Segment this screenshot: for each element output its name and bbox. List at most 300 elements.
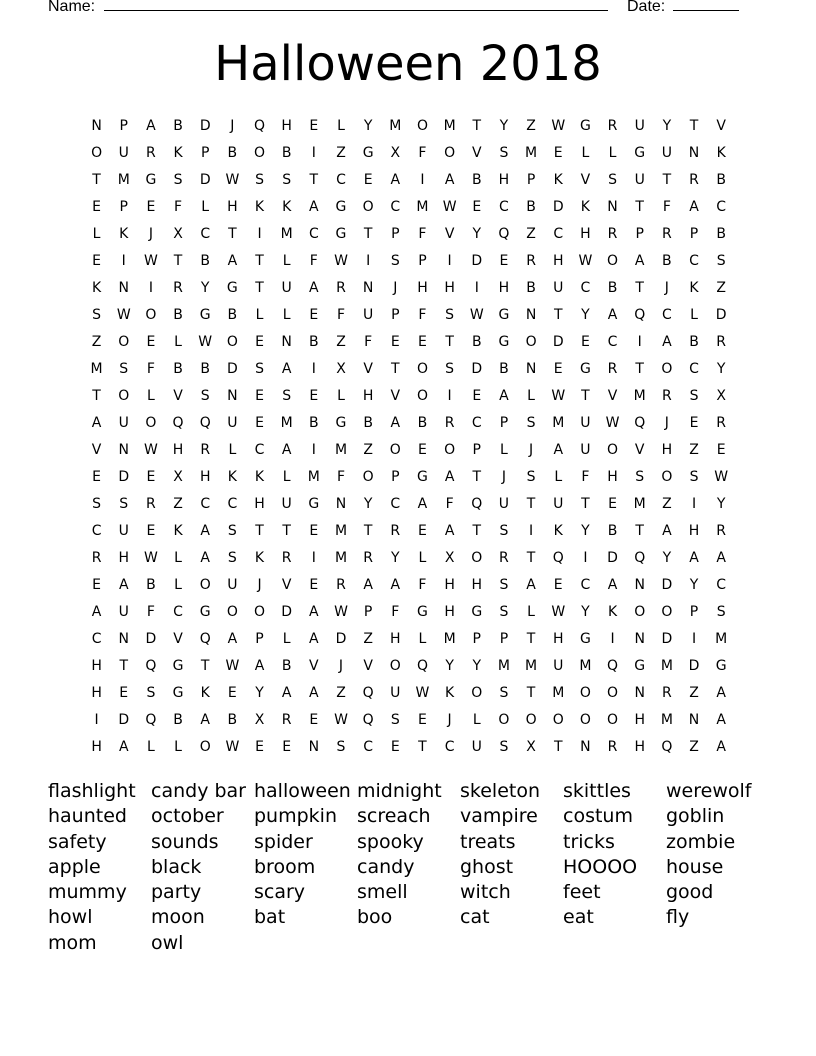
grid-letter: I: [148, 280, 153, 296]
grid-letter: G: [471, 604, 483, 620]
grid-row: [83, 194, 735, 221]
grid-letter: A: [227, 631, 238, 647]
grid-letter: U: [634, 118, 645, 134]
grid-letter: G: [199, 307, 211, 323]
word-bank-item: moon: [151, 906, 205, 929]
grid-letter: S: [255, 361, 264, 377]
grid-letter: L: [228, 442, 237, 458]
grid-letter: A: [390, 415, 401, 431]
grid-letter: N: [688, 712, 700, 728]
grid-letter: K: [254, 469, 265, 485]
grid-letter: R: [146, 145, 156, 161]
grid-letter: E: [255, 415, 264, 431]
grid-letter: Y: [363, 118, 373, 134]
grid-letter: V: [173, 631, 183, 647]
grid-letter: A: [716, 685, 726, 701]
grid-letter: T: [255, 523, 264, 539]
grid-letter: G: [498, 334, 510, 350]
grid-row: [83, 221, 735, 248]
grid-letter: H: [552, 253, 564, 269]
grid-letter: V: [580, 172, 591, 188]
grid-letter: B: [309, 334, 319, 350]
grid-row: [83, 356, 735, 383]
grid-letter: U: [363, 307, 374, 323]
grid-letter: S: [146, 685, 156, 701]
grid-letter: F: [418, 145, 427, 161]
grid-letter: M: [117, 172, 130, 188]
grid-letter: U: [118, 415, 129, 431]
grid-letter: L: [146, 388, 155, 404]
grid-letter: Z: [363, 442, 373, 458]
word-bank-item: broom: [254, 855, 316, 878]
grid-letter: A: [689, 199, 699, 215]
grid-letter: A: [444, 172, 455, 188]
grid-letter: O: [91, 145, 103, 161]
grid-letter: K: [200, 685, 210, 701]
word-bank-item: eat: [563, 906, 594, 929]
grid-letter: S: [282, 172, 292, 188]
grid-letter: M: [660, 712, 673, 728]
grid-letter: Q: [145, 712, 157, 728]
grid-letter: C: [227, 496, 238, 512]
grid-letter: G: [362, 145, 374, 161]
grid-letter: E: [553, 361, 563, 377]
grid-letter: F: [336, 469, 346, 485]
grid-letter: D: [688, 658, 700, 674]
grid-letter: W: [225, 172, 240, 188]
grid-letter: F: [445, 496, 454, 512]
grid-letter: T: [309, 172, 319, 188]
grid-letter: G: [579, 361, 591, 377]
grid-letter: E: [255, 334, 264, 350]
grid-letter: Z: [526, 118, 536, 134]
grid-letter: O: [145, 307, 157, 323]
grid-letter: P: [418, 253, 427, 269]
word-bank-item: smell: [357, 881, 408, 904]
grid-letter: O: [661, 361, 673, 377]
grid-letter: H: [498, 280, 510, 296]
grid-letter: B: [417, 415, 428, 431]
grid-letter: H: [498, 172, 510, 188]
grid-letter: N: [308, 739, 320, 755]
grid-letter: O: [416, 388, 428, 404]
grid-letter: E: [146, 523, 156, 539]
grid-letter: O: [579, 712, 591, 728]
grid-letter: C: [200, 226, 211, 242]
grid-letter: A: [281, 361, 292, 377]
grid-letter: A: [309, 199, 319, 215]
grid-letter: A: [309, 631, 319, 647]
grid-letter: O: [416, 361, 428, 377]
grid-letter: S: [92, 307, 102, 323]
grid-letter: L: [337, 388, 345, 404]
grid-letter: X: [526, 739, 536, 755]
grid-letter: H: [281, 118, 292, 134]
grid-letter: H: [118, 550, 129, 566]
grid-letter: W: [334, 604, 348, 620]
grid-letter: D: [471, 253, 483, 269]
name-blank-line[interactable]: [104, 10, 608, 11]
grid-letter: A: [227, 253, 238, 269]
grid-letter: J: [257, 577, 262, 593]
grid-letter: A: [309, 685, 319, 701]
word-bank-item: party: [151, 881, 202, 904]
grid-letter: T: [526, 550, 536, 566]
grid-letter: R: [716, 415, 727, 431]
grid-letter: J: [664, 280, 669, 296]
grid-letter: W: [198, 334, 213, 350]
grid-letter: L: [174, 550, 182, 566]
grid-letter: S: [445, 307, 455, 323]
grid-letter: A: [390, 577, 401, 593]
grid-letter: R: [607, 118, 618, 134]
grid-row: [83, 599, 735, 626]
grid-letter: D: [281, 604, 293, 620]
grid-letter: G: [145, 172, 157, 188]
grid-letter: U: [118, 145, 129, 161]
grid-letter: P: [635, 226, 644, 242]
word-bank-item: treats: [460, 830, 516, 853]
grid-letter: I: [420, 172, 425, 188]
grid-letter: Z: [363, 631, 373, 647]
grid-letter: S: [608, 172, 617, 188]
grid-letter: O: [634, 604, 646, 620]
grid-letter: G: [335, 415, 347, 431]
grid-letter: I: [474, 280, 479, 296]
grid-letter: G: [498, 307, 510, 323]
grid-letter: B: [227, 145, 238, 161]
grid-letter: L: [554, 469, 563, 485]
grid-letter: W: [415, 685, 430, 701]
grid-letter: Y: [200, 280, 210, 296]
word-bank-item: vampire: [460, 805, 538, 828]
grid-letter: G: [634, 658, 646, 674]
grid-letter: R: [661, 388, 672, 404]
grid-letter: B: [173, 361, 183, 377]
grid-letter: W: [334, 253, 348, 269]
grid-letter: N: [525, 361, 537, 377]
grid-letter: N: [634, 631, 645, 647]
grid-letter: I: [583, 550, 588, 566]
grid-letter: E: [418, 442, 427, 458]
grid-letter: H: [444, 280, 455, 296]
grid-letter: A: [281, 685, 292, 701]
grid-row: [83, 329, 735, 356]
grid-letter: O: [199, 577, 211, 593]
grid-letter: X: [173, 469, 183, 485]
grid-letter: T: [526, 496, 536, 512]
grid-letter: M: [416, 199, 429, 215]
grid-letter: P: [363, 604, 373, 620]
grid-letter: I: [637, 334, 642, 350]
grid-letter: O: [226, 334, 238, 350]
date-blank-line[interactable]: [673, 10, 739, 11]
grid-letter: U: [118, 523, 129, 539]
grid-letter: Q: [634, 307, 646, 323]
grid-letter: E: [608, 496, 617, 512]
grid-letter: E: [309, 118, 319, 134]
grid-letter: G: [172, 658, 184, 674]
grid-letter: W: [605, 415, 620, 431]
grid-letter: K: [119, 226, 129, 242]
grid-letter: T: [581, 388, 590, 404]
grid-letter: K: [607, 604, 618, 620]
grid-letter: Q: [634, 550, 646, 566]
grid-letter: J: [338, 658, 344, 674]
grid-letter: E: [472, 388, 482, 404]
grid-letter: L: [146, 739, 155, 755]
grid-letter: P: [689, 226, 699, 242]
grid-letter: W: [143, 550, 158, 566]
grid-letter: U: [281, 280, 292, 296]
grid-letter: R: [607, 739, 618, 755]
grid-letter: B: [662, 253, 672, 269]
grid-letter: I: [257, 226, 262, 242]
grid-letter: L: [174, 334, 182, 350]
grid-letter: S: [635, 469, 645, 485]
grid-letter: R: [173, 280, 183, 296]
grid-letter: Z: [526, 226, 536, 242]
grid-letter: D: [471, 361, 483, 377]
word-bank-item: mom: [48, 931, 97, 954]
grid-letter: C: [308, 226, 319, 242]
grid-letter: C: [390, 199, 401, 215]
word-bank-item: HOOOO: [563, 855, 638, 878]
grid-letter: A: [607, 307, 618, 323]
grid-letter: O: [471, 550, 483, 566]
grid-letter: S: [227, 523, 237, 539]
grid-letter: D: [661, 577, 673, 593]
word-bank-item: werewolf: [666, 780, 752, 802]
grid-letter: G: [417, 469, 428, 485]
grid-letter: H: [199, 469, 211, 485]
grid-letter: S: [390, 253, 400, 269]
grid-letter: F: [364, 334, 373, 350]
grid-letter: F: [581, 469, 590, 485]
grid-letter: E: [309, 307, 319, 323]
grid-letter: Y: [689, 577, 699, 593]
grid-letter: N: [118, 631, 129, 647]
grid-letter: K: [254, 199, 265, 215]
grid-letter: F: [391, 604, 400, 620]
grid-letter: A: [118, 739, 129, 755]
grid-letter: R: [363, 550, 373, 566]
grid-letter: E: [418, 334, 427, 350]
grid-letter: G: [335, 226, 347, 242]
grid-letter: T: [119, 658, 129, 674]
grid-letter: S: [499, 739, 509, 755]
grid-letter: M: [497, 658, 510, 674]
grid-letter: V: [363, 361, 373, 377]
grid-letter: G: [417, 604, 428, 620]
grid-letter: L: [527, 604, 535, 620]
grid-letter: Z: [716, 280, 726, 296]
grid-letter: E: [119, 685, 129, 701]
grid-letter: L: [201, 199, 210, 215]
grid-letter: L: [174, 739, 182, 755]
grid-letter: W: [225, 658, 240, 674]
grid-letter: D: [145, 631, 157, 647]
grid-letter: T: [363, 226, 373, 242]
grid-row: [83, 302, 735, 329]
grid-letter: R: [390, 523, 401, 539]
grid-letter: B: [281, 658, 292, 674]
grid-letter: O: [254, 145, 266, 161]
grid-letter: T: [445, 334, 454, 350]
grid-letter: S: [255, 172, 264, 188]
grid-letter: C: [336, 172, 346, 188]
grid-letter: T: [635, 361, 644, 377]
grid-letter: H: [444, 604, 455, 620]
grid-letter: H: [607, 469, 618, 485]
grid-letter: I: [311, 361, 316, 377]
grid-letter: J: [529, 442, 534, 458]
grid-row: [83, 626, 735, 653]
grid-letter: A: [309, 604, 319, 620]
grid-letter: B: [499, 361, 509, 377]
grid-letter: O: [389, 442, 401, 458]
grid-row: [83, 734, 735, 761]
grid-letter: O: [471, 685, 483, 701]
grid-letter: T: [173, 253, 183, 269]
grid-letter: A: [662, 523, 672, 539]
grid-letter: D: [118, 469, 130, 485]
grid-letter: O: [607, 253, 619, 269]
grid-letter: H: [91, 685, 102, 701]
grid-letter: K: [282, 199, 292, 215]
grid-letter: E: [580, 334, 590, 350]
grid-letter: O: [444, 145, 456, 161]
grid-letter: T: [92, 172, 101, 188]
grid-letter: W: [143, 442, 158, 458]
grid-row: [83, 653, 735, 680]
word-bank-item: mummy: [48, 881, 127, 904]
grid-letter: C: [173, 604, 183, 620]
word-bank-item: fly: [666, 906, 690, 929]
grid-letter: U: [580, 442, 591, 458]
grid-letter: N: [634, 577, 645, 593]
grid-letter: F: [174, 199, 183, 215]
grid-letter: C: [716, 577, 727, 593]
grid-letter: T: [553, 739, 563, 755]
grid-letter: Z: [662, 496, 672, 512]
grid-letter: T: [526, 685, 536, 701]
word-bank-item: feet: [563, 881, 601, 904]
grid-letter: C: [580, 577, 591, 593]
grid-letter: T: [472, 523, 482, 539]
grid-letter: D: [199, 118, 211, 134]
grid-letter: K: [553, 523, 563, 539]
grid-letter: A: [607, 577, 618, 593]
grid-letter: D: [552, 199, 564, 215]
grid-letter: M: [389, 118, 402, 134]
grid-letter: O: [661, 469, 673, 485]
grid-letter: E: [553, 145, 563, 161]
grid-letter: J: [501, 469, 506, 485]
grid-letter: B: [689, 334, 699, 350]
grid-letter: O: [226, 604, 238, 620]
grid-letter: O: [145, 415, 157, 431]
grid-letter: R: [716, 523, 727, 539]
grid-letter: R: [200, 442, 211, 458]
grid-letter: V: [309, 658, 319, 674]
grid-letter: S: [227, 550, 237, 566]
grid-letter: T: [526, 631, 536, 647]
grid-letter: T: [391, 361, 400, 377]
grid-letter: E: [146, 199, 156, 215]
grid-letter: H: [552, 631, 564, 647]
grid-letter: N: [335, 496, 347, 512]
grid-letter: M: [334, 442, 348, 458]
grid-letter: H: [172, 442, 184, 458]
word-bank-item: cat: [460, 906, 490, 929]
grid-letter: A: [200, 550, 210, 566]
word-bank-item: pumpkin: [254, 805, 337, 828]
page-title: Halloween 2018: [214, 36, 602, 92]
grid-letter: O: [118, 388, 130, 404]
grid-letter: A: [444, 469, 455, 485]
word-bank-item: flashlight: [48, 780, 136, 802]
grid-letter: C: [363, 739, 374, 755]
grid-letter: H: [661, 442, 673, 458]
grid-letter: P: [255, 631, 264, 647]
grid-letter: C: [661, 307, 672, 323]
grid-letter: F: [418, 307, 427, 323]
grid-letter: H: [471, 577, 483, 593]
grid-letter: U: [281, 496, 292, 512]
word-bank-item: apple: [48, 855, 101, 878]
grid-letter: L: [92, 226, 101, 242]
grid-letter: R: [336, 577, 346, 593]
grid-letter: Z: [689, 685, 699, 701]
grid-letter: D: [715, 307, 727, 323]
grid-letter: E: [363, 172, 373, 188]
grid-letter: B: [716, 226, 726, 242]
grid-letter: F: [336, 307, 346, 323]
grid-letter: E: [472, 199, 482, 215]
grid-letter: S: [499, 577, 509, 593]
grid-letter: H: [390, 631, 401, 647]
grid-letter: V: [363, 658, 373, 674]
grid-letter: K: [91, 280, 102, 296]
grid-letter: O: [389, 658, 401, 674]
grid-letter: U: [227, 577, 238, 593]
letter-grid: [83, 113, 735, 761]
grid-letter: M: [90, 361, 103, 377]
grid-letter: S: [499, 685, 509, 701]
grid-letter: Z: [336, 685, 346, 701]
grid-letter: B: [716, 172, 726, 188]
grid-letter: O: [525, 334, 537, 350]
word-bank-item: sounds: [151, 830, 219, 853]
grid-letter: V: [281, 577, 292, 593]
grid-letter: L: [500, 442, 508, 458]
grid-letter: C: [254, 442, 265, 458]
grid-letter: R: [526, 253, 536, 269]
word-bank-item: house: [666, 855, 724, 878]
grid-letter: C: [716, 199, 727, 215]
grid-letter: L: [690, 307, 698, 323]
grid-letter: U: [498, 496, 510, 512]
grid-letter: E: [689, 415, 699, 431]
grid-letter: W: [551, 604, 566, 620]
grid-letter: O: [552, 712, 564, 728]
grid-letter: X: [336, 361, 346, 377]
grid-letter: H: [634, 739, 645, 755]
grid-letter: F: [662, 199, 671, 215]
grid-letter: N: [362, 280, 374, 296]
grid-letter: P: [119, 199, 128, 215]
